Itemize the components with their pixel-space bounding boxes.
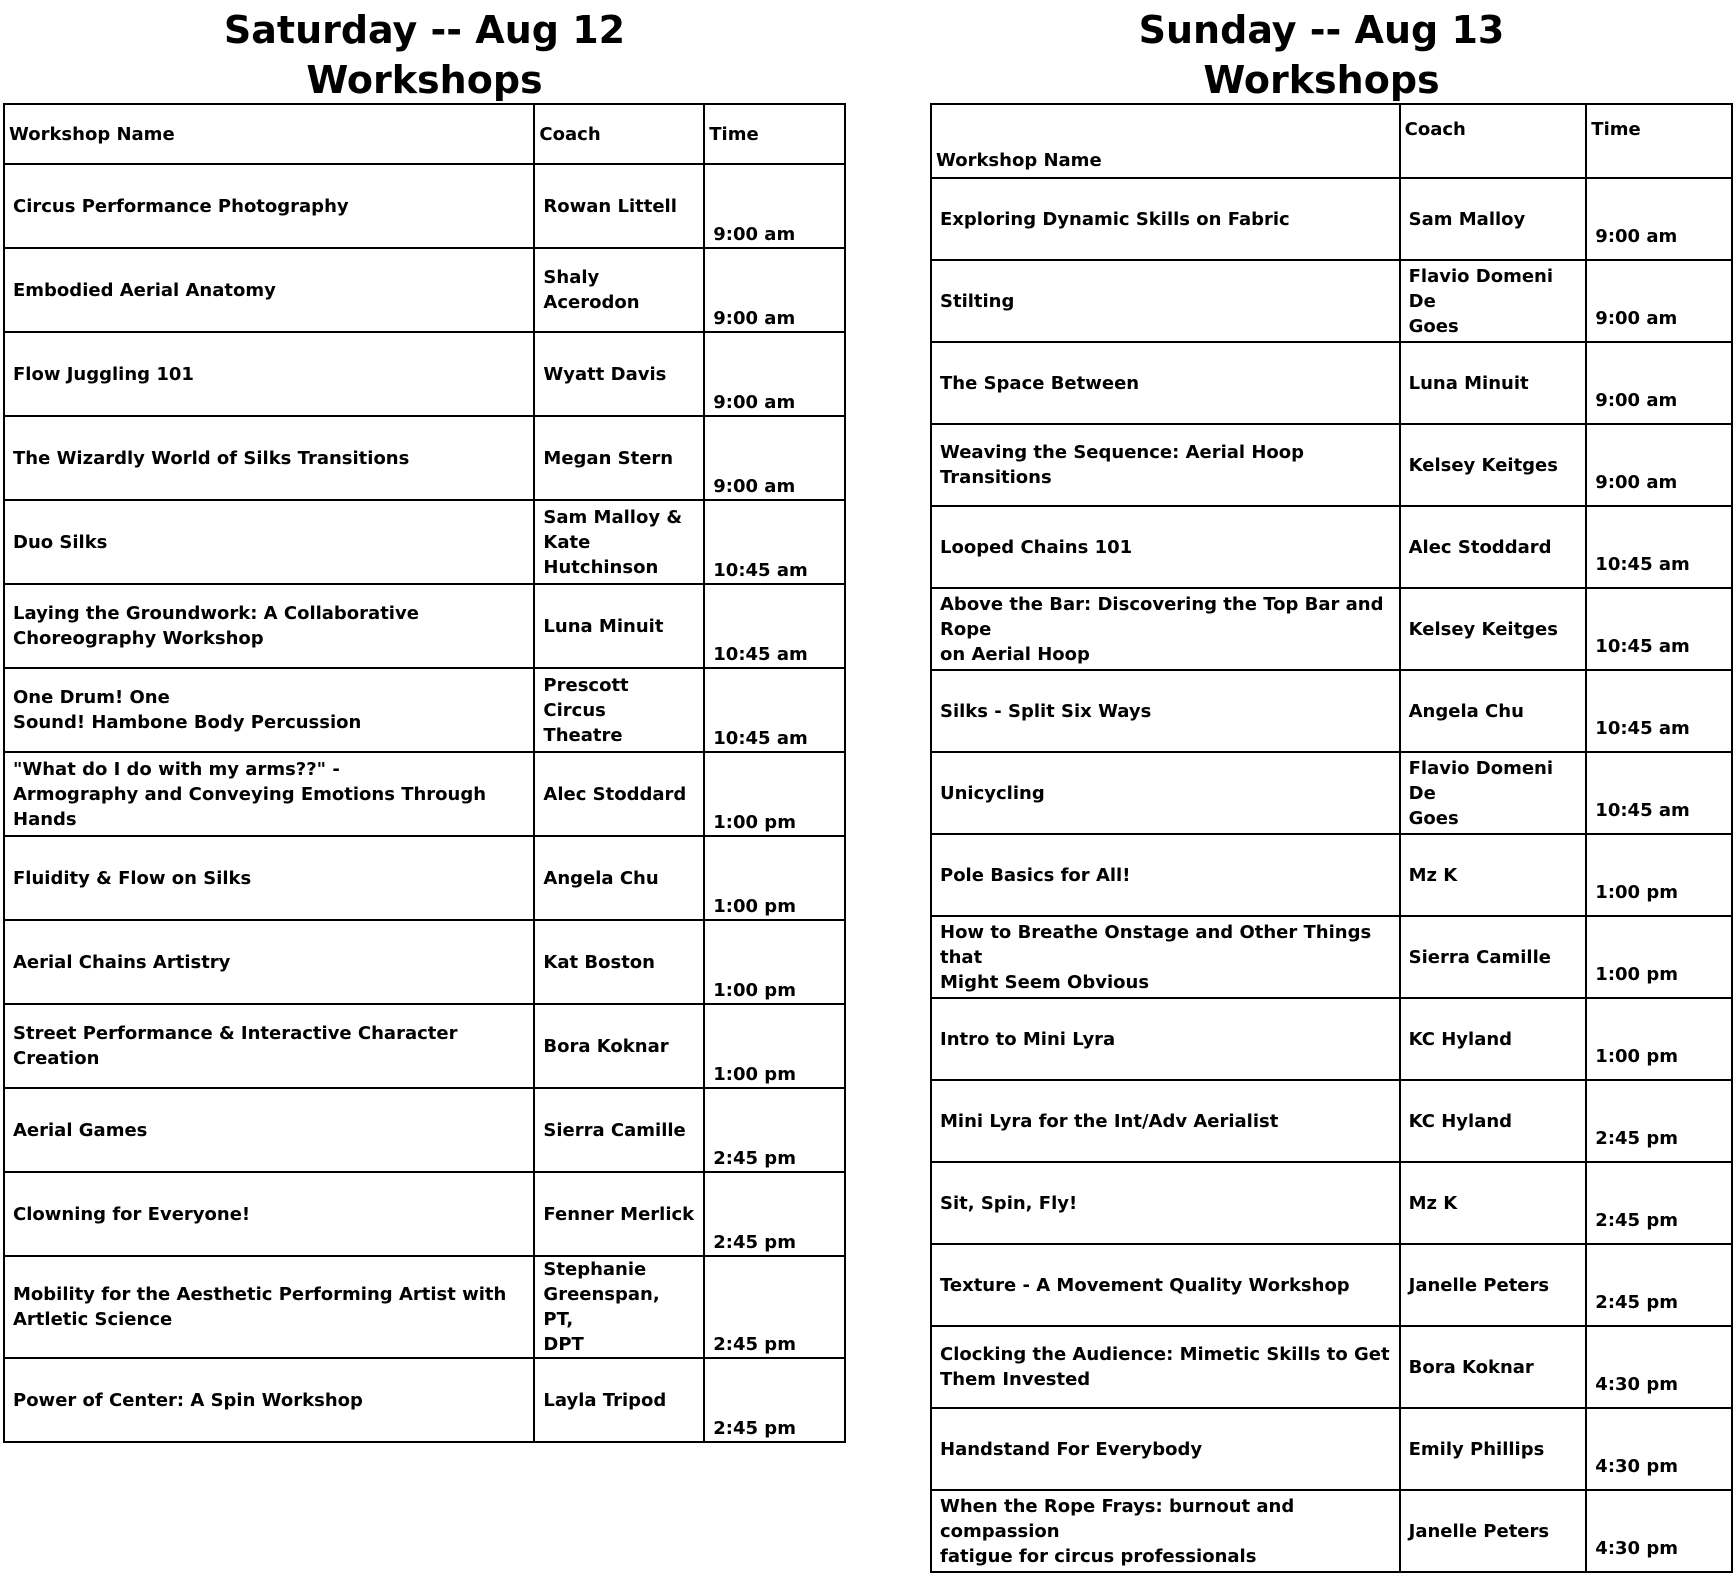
coach-cell: Prescott Circus Theatre xyxy=(534,668,704,752)
workshop-name-cell: Stilting xyxy=(931,260,1400,342)
table-row xyxy=(4,1256,845,1358)
saturday-title xyxy=(3,5,846,105)
workshop-name-cell: Silks - Split Six Ways xyxy=(931,670,1400,752)
table-row xyxy=(4,1004,845,1088)
time-cell: 2:45 pm xyxy=(704,1256,845,1358)
coach-cell: Kat Boston xyxy=(534,920,704,1004)
workshop-name-cell: The Space Between xyxy=(931,342,1400,424)
table-row xyxy=(4,836,845,920)
workshop-name-cell: Handstand For Everybody xyxy=(931,1408,1400,1490)
table-row xyxy=(4,248,845,332)
table-row xyxy=(931,834,1732,916)
coach-cell: Sierra Camille xyxy=(534,1088,704,1172)
table-row xyxy=(931,1326,1732,1408)
column-header-workshop-name: Workshop Name xyxy=(931,104,1400,178)
workshop-name-cell: Fluidity & Flow on Silks xyxy=(4,836,534,920)
coach-cell: Kelsey Keitges xyxy=(1400,424,1587,506)
sunday-schedule xyxy=(930,0,1733,1567)
sunday-title-date: Sunday -- Aug 13 xyxy=(1138,8,1505,52)
coach-cell: Fenner Merlick xyxy=(534,1172,704,1256)
table-row xyxy=(931,260,1732,342)
table-row xyxy=(4,500,845,584)
workshop-name-cell: Intro to Mini Lyra xyxy=(931,998,1400,1080)
coach-cell: Alec Stoddard xyxy=(1400,506,1587,588)
coach-cell: KC Hyland xyxy=(1400,1080,1587,1162)
coach-cell: KC Hyland xyxy=(1400,998,1587,1080)
coach-cell: Sam Malloy xyxy=(1400,178,1587,260)
table-row xyxy=(4,416,845,500)
coach-cell: Shaly Acerodon xyxy=(534,248,704,332)
workshop-name-cell: The Wizardly World of Silks Transitions xyxy=(4,416,534,500)
workshop-name-cell: "What do I do with my arms??" - Armography and Conveying Emotions Through Hands xyxy=(4,752,534,836)
table-row xyxy=(4,668,845,752)
time-cell: 10:45 am xyxy=(704,668,845,752)
table-row xyxy=(4,1358,845,1442)
coach-cell: Stephanie Greenspan, PT, DPT xyxy=(534,1256,704,1358)
coach-cell: Luna Minuit xyxy=(1400,342,1587,424)
table-row xyxy=(931,916,1732,998)
table-row xyxy=(4,752,845,836)
table-row xyxy=(931,506,1732,588)
workshop-name-cell: Texture - A Movement Quality Workshop xyxy=(931,1244,1400,1326)
workshop-name-cell: Clowning for Everyone! xyxy=(4,1172,534,1256)
time-cell: 1:00 pm xyxy=(1586,834,1732,916)
workshop-name-cell: When the Rope Frays: burnout and compassion fatigue for circus professionals xyxy=(931,1490,1400,1572)
coach-cell: Kelsey Keitges xyxy=(1400,588,1587,670)
workshop-name-cell: Clocking the Audience: Mimetic Skills to Get Them Invested xyxy=(931,1326,1400,1408)
coach-cell: Bora Koknar xyxy=(1400,1326,1587,1408)
workshop-name-cell: Mini Lyra for the Int/Adv Aerialist xyxy=(931,1080,1400,1162)
workshop-name-cell: Sit, Spin, Fly! xyxy=(931,1162,1400,1244)
workshop-name-cell: Flow Juggling 101 xyxy=(4,332,534,416)
table-row xyxy=(931,178,1732,260)
time-cell: 9:00 am xyxy=(704,332,845,416)
table-row xyxy=(931,1080,1732,1162)
time-cell: 1:00 pm xyxy=(1586,916,1732,998)
column-header-coach: Coach xyxy=(534,104,704,164)
time-cell: 9:00 am xyxy=(1586,260,1732,342)
table-row xyxy=(4,164,845,248)
table-row xyxy=(931,1490,1732,1572)
time-cell: 9:00 am xyxy=(704,416,845,500)
time-cell: 9:00 am xyxy=(1586,342,1732,424)
workshop-name-cell: Aerial Chains Artistry xyxy=(4,920,534,1004)
time-cell: 9:00 am xyxy=(704,248,845,332)
table-row xyxy=(4,1088,845,1172)
saturday-table xyxy=(3,103,846,1443)
coach-cell: Sierra Camille xyxy=(1400,916,1587,998)
column-header-workshop-name: Workshop Name xyxy=(4,104,534,164)
column-header-time: Time xyxy=(1586,104,1732,178)
table-row xyxy=(4,1172,845,1256)
table-row xyxy=(931,424,1732,506)
workshop-name-cell: Unicycling xyxy=(931,752,1400,834)
workshop-name-cell: Duo Silks xyxy=(4,500,534,584)
time-cell: 10:45 am xyxy=(704,500,845,584)
time-cell: 2:45 pm xyxy=(704,1358,845,1442)
table-row xyxy=(4,584,845,668)
coach-cell: Angela Chu xyxy=(1400,670,1587,752)
table-row xyxy=(931,998,1732,1080)
workshop-name-cell: Looped Chains 101 xyxy=(931,506,1400,588)
time-cell: 2:45 pm xyxy=(1586,1162,1732,1244)
sunday-title-sub: Workshops xyxy=(1203,58,1440,102)
saturday-title-date: Saturday -- Aug 12 xyxy=(223,8,626,52)
workshop-name-cell: Pole Basics for All! xyxy=(931,834,1400,916)
coach-cell: Mz K xyxy=(1400,834,1587,916)
time-cell: 9:00 am xyxy=(1586,424,1732,506)
time-cell: 4:30 pm xyxy=(1586,1326,1732,1408)
time-cell: 10:45 am xyxy=(1586,670,1732,752)
time-cell: 4:30 pm xyxy=(1586,1490,1732,1572)
saturday-schedule xyxy=(3,0,846,1439)
time-cell: 10:45 am xyxy=(704,584,845,668)
coach-cell: Flavio Domeni De Goes xyxy=(1400,752,1587,834)
table-row xyxy=(931,588,1732,670)
workshop-name-cell: Laying the Groundwork: A Collaborative Choreography Workshop xyxy=(4,584,534,668)
time-cell: 2:45 pm xyxy=(1586,1244,1732,1326)
time-cell: 9:00 am xyxy=(704,164,845,248)
workshop-name-cell: Circus Performance Photography xyxy=(4,164,534,248)
workshop-name-cell: Above the Bar: Discovering the Top Bar and Rope on Aerial Hoop xyxy=(931,588,1400,670)
column-header-coach: Coach xyxy=(1400,104,1587,178)
time-cell: 1:00 pm xyxy=(704,836,845,920)
coach-cell: Emily Phillips xyxy=(1400,1408,1587,1490)
coach-cell: Rowan Littell xyxy=(534,164,704,248)
saturday-title-sub: Workshops xyxy=(306,58,543,102)
coach-cell: Angela Chu xyxy=(534,836,704,920)
coach-cell: Janelle Peters xyxy=(1400,1490,1587,1572)
time-cell: 1:00 pm xyxy=(1586,998,1732,1080)
table-row xyxy=(931,670,1732,752)
coach-cell: Alec Stoddard xyxy=(534,752,704,836)
coach-cell: Megan Stern xyxy=(534,416,704,500)
table-row xyxy=(931,342,1732,424)
time-cell: 1:00 pm xyxy=(704,920,845,1004)
coach-cell: Mz K xyxy=(1400,1162,1587,1244)
time-cell: 10:45 am xyxy=(1586,588,1732,670)
workshop-name-cell: Street Performance & Interactive Character Creation xyxy=(4,1004,534,1088)
coach-cell: Janelle Peters xyxy=(1400,1244,1587,1326)
workshop-name-cell: Power of Center: A Spin Workshop xyxy=(4,1358,534,1442)
saturday-table-body xyxy=(4,164,845,1442)
table-row xyxy=(931,1244,1732,1326)
table-header-row xyxy=(4,104,845,164)
coach-cell: Bora Koknar xyxy=(534,1004,704,1088)
coach-cell: Layla Tripod xyxy=(534,1358,704,1442)
table-row xyxy=(4,920,845,1004)
time-cell: 10:45 am xyxy=(1586,752,1732,834)
time-cell: 9:00 am xyxy=(1586,178,1732,260)
table-row xyxy=(4,332,845,416)
workshop-name-cell: How to Breathe Onstage and Other Things that Might Seem Obvious xyxy=(931,916,1400,998)
time-cell: 2:45 pm xyxy=(704,1088,845,1172)
time-cell: 2:45 pm xyxy=(1586,1080,1732,1162)
sunday-table xyxy=(930,103,1733,1573)
workshop-name-cell: Exploring Dynamic Skills on Fabric xyxy=(931,178,1400,260)
time-cell: 4:30 pm xyxy=(1586,1408,1732,1490)
workshop-name-cell: One Drum! One Sound! Hambone Body Percussion xyxy=(4,668,534,752)
time-cell: 2:45 pm xyxy=(704,1172,845,1256)
sunday-title xyxy=(930,5,1713,105)
workshop-name-cell: Aerial Games xyxy=(4,1088,534,1172)
table-row xyxy=(931,1408,1732,1490)
coach-cell: Luna Minuit xyxy=(534,584,704,668)
coach-cell: Flavio Domeni De Goes xyxy=(1400,260,1587,342)
time-cell: 10:45 am xyxy=(1586,506,1732,588)
coach-cell: Wyatt Davis xyxy=(534,332,704,416)
sunday-table-body xyxy=(931,178,1732,1572)
time-cell: 1:00 pm xyxy=(704,1004,845,1088)
workshop-name-cell: Embodied Aerial Anatomy xyxy=(4,248,534,332)
table-row xyxy=(931,752,1732,834)
workshop-name-cell: Weaving the Sequence: Aerial Hoop Transitions xyxy=(931,424,1400,506)
coach-cell: Sam Malloy & Kate Hutchinson xyxy=(534,500,704,584)
workshop-name-cell: Mobility for the Aesthetic Performing Artist with Artletic Science xyxy=(4,1256,534,1358)
time-cell: 1:00 pm xyxy=(704,752,845,836)
table-row xyxy=(931,1162,1732,1244)
column-header-time: Time xyxy=(704,104,845,164)
table-header-row xyxy=(931,104,1732,178)
